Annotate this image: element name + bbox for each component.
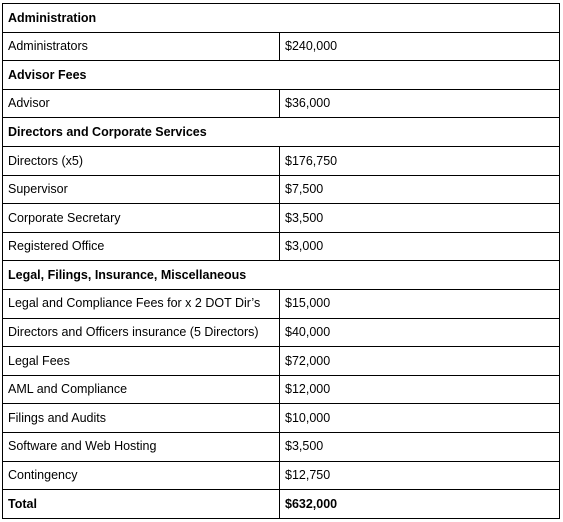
total-row xyxy=(3,490,560,519)
table-row xyxy=(3,375,560,404)
section-row xyxy=(3,61,560,90)
budget-table xyxy=(2,3,560,519)
item-amount: $240,000 xyxy=(280,32,560,61)
item-label: AML and Compliance xyxy=(3,375,280,404)
table-row xyxy=(3,89,560,118)
table-row xyxy=(3,318,560,347)
table-row xyxy=(3,232,560,261)
table-row xyxy=(3,175,560,204)
item-label: Directors and Officers insurance (5 Directors) xyxy=(3,318,280,347)
item-amount: $176,750 xyxy=(280,146,560,175)
table-row xyxy=(3,461,560,490)
item-label: Software and Web Hosting xyxy=(3,432,280,461)
item-amount: $7,500 xyxy=(280,175,560,204)
item-label: Supervisor xyxy=(3,175,280,204)
item-label: Legal Fees xyxy=(3,347,280,376)
item-amount: $12,750 xyxy=(280,461,560,490)
item-amount: $3,000 xyxy=(280,232,560,261)
item-label: Legal and Compliance Fees for x 2 DOT Dir’s xyxy=(3,289,280,318)
section-title: Legal, Filings, Insurance, Miscellaneous xyxy=(3,261,560,290)
section-title: Administration xyxy=(3,4,560,33)
item-amount: $72,000 xyxy=(280,347,560,376)
section-row xyxy=(3,4,560,33)
item-label: Filings and Audits xyxy=(3,404,280,433)
section-row xyxy=(3,118,560,147)
table-row xyxy=(3,204,560,233)
total-amount: $632,000 xyxy=(280,490,560,519)
item-label: Corporate Secretary xyxy=(3,204,280,233)
item-label: Contingency xyxy=(3,461,280,490)
item-amount: $10,000 xyxy=(280,404,560,433)
table-row xyxy=(3,32,560,61)
table-row xyxy=(3,432,560,461)
item-amount: $36,000 xyxy=(280,89,560,118)
table-row xyxy=(3,146,560,175)
item-amount: $3,500 xyxy=(280,432,560,461)
total-label: Total xyxy=(3,490,280,519)
item-amount: $3,500 xyxy=(280,204,560,233)
section-title: Directors and Corporate Services xyxy=(3,118,560,147)
section-row xyxy=(3,261,560,290)
section-title: Advisor Fees xyxy=(3,61,560,90)
item-label: Registered Office xyxy=(3,232,280,261)
item-amount: $15,000 xyxy=(280,289,560,318)
table-row xyxy=(3,289,560,318)
item-label: Directors (x5) xyxy=(3,146,280,175)
item-label: Advisor xyxy=(3,89,280,118)
table-row xyxy=(3,347,560,376)
item-amount: $12,000 xyxy=(280,375,560,404)
item-amount: $40,000 xyxy=(280,318,560,347)
table-row xyxy=(3,404,560,433)
item-label: Administrators xyxy=(3,32,280,61)
